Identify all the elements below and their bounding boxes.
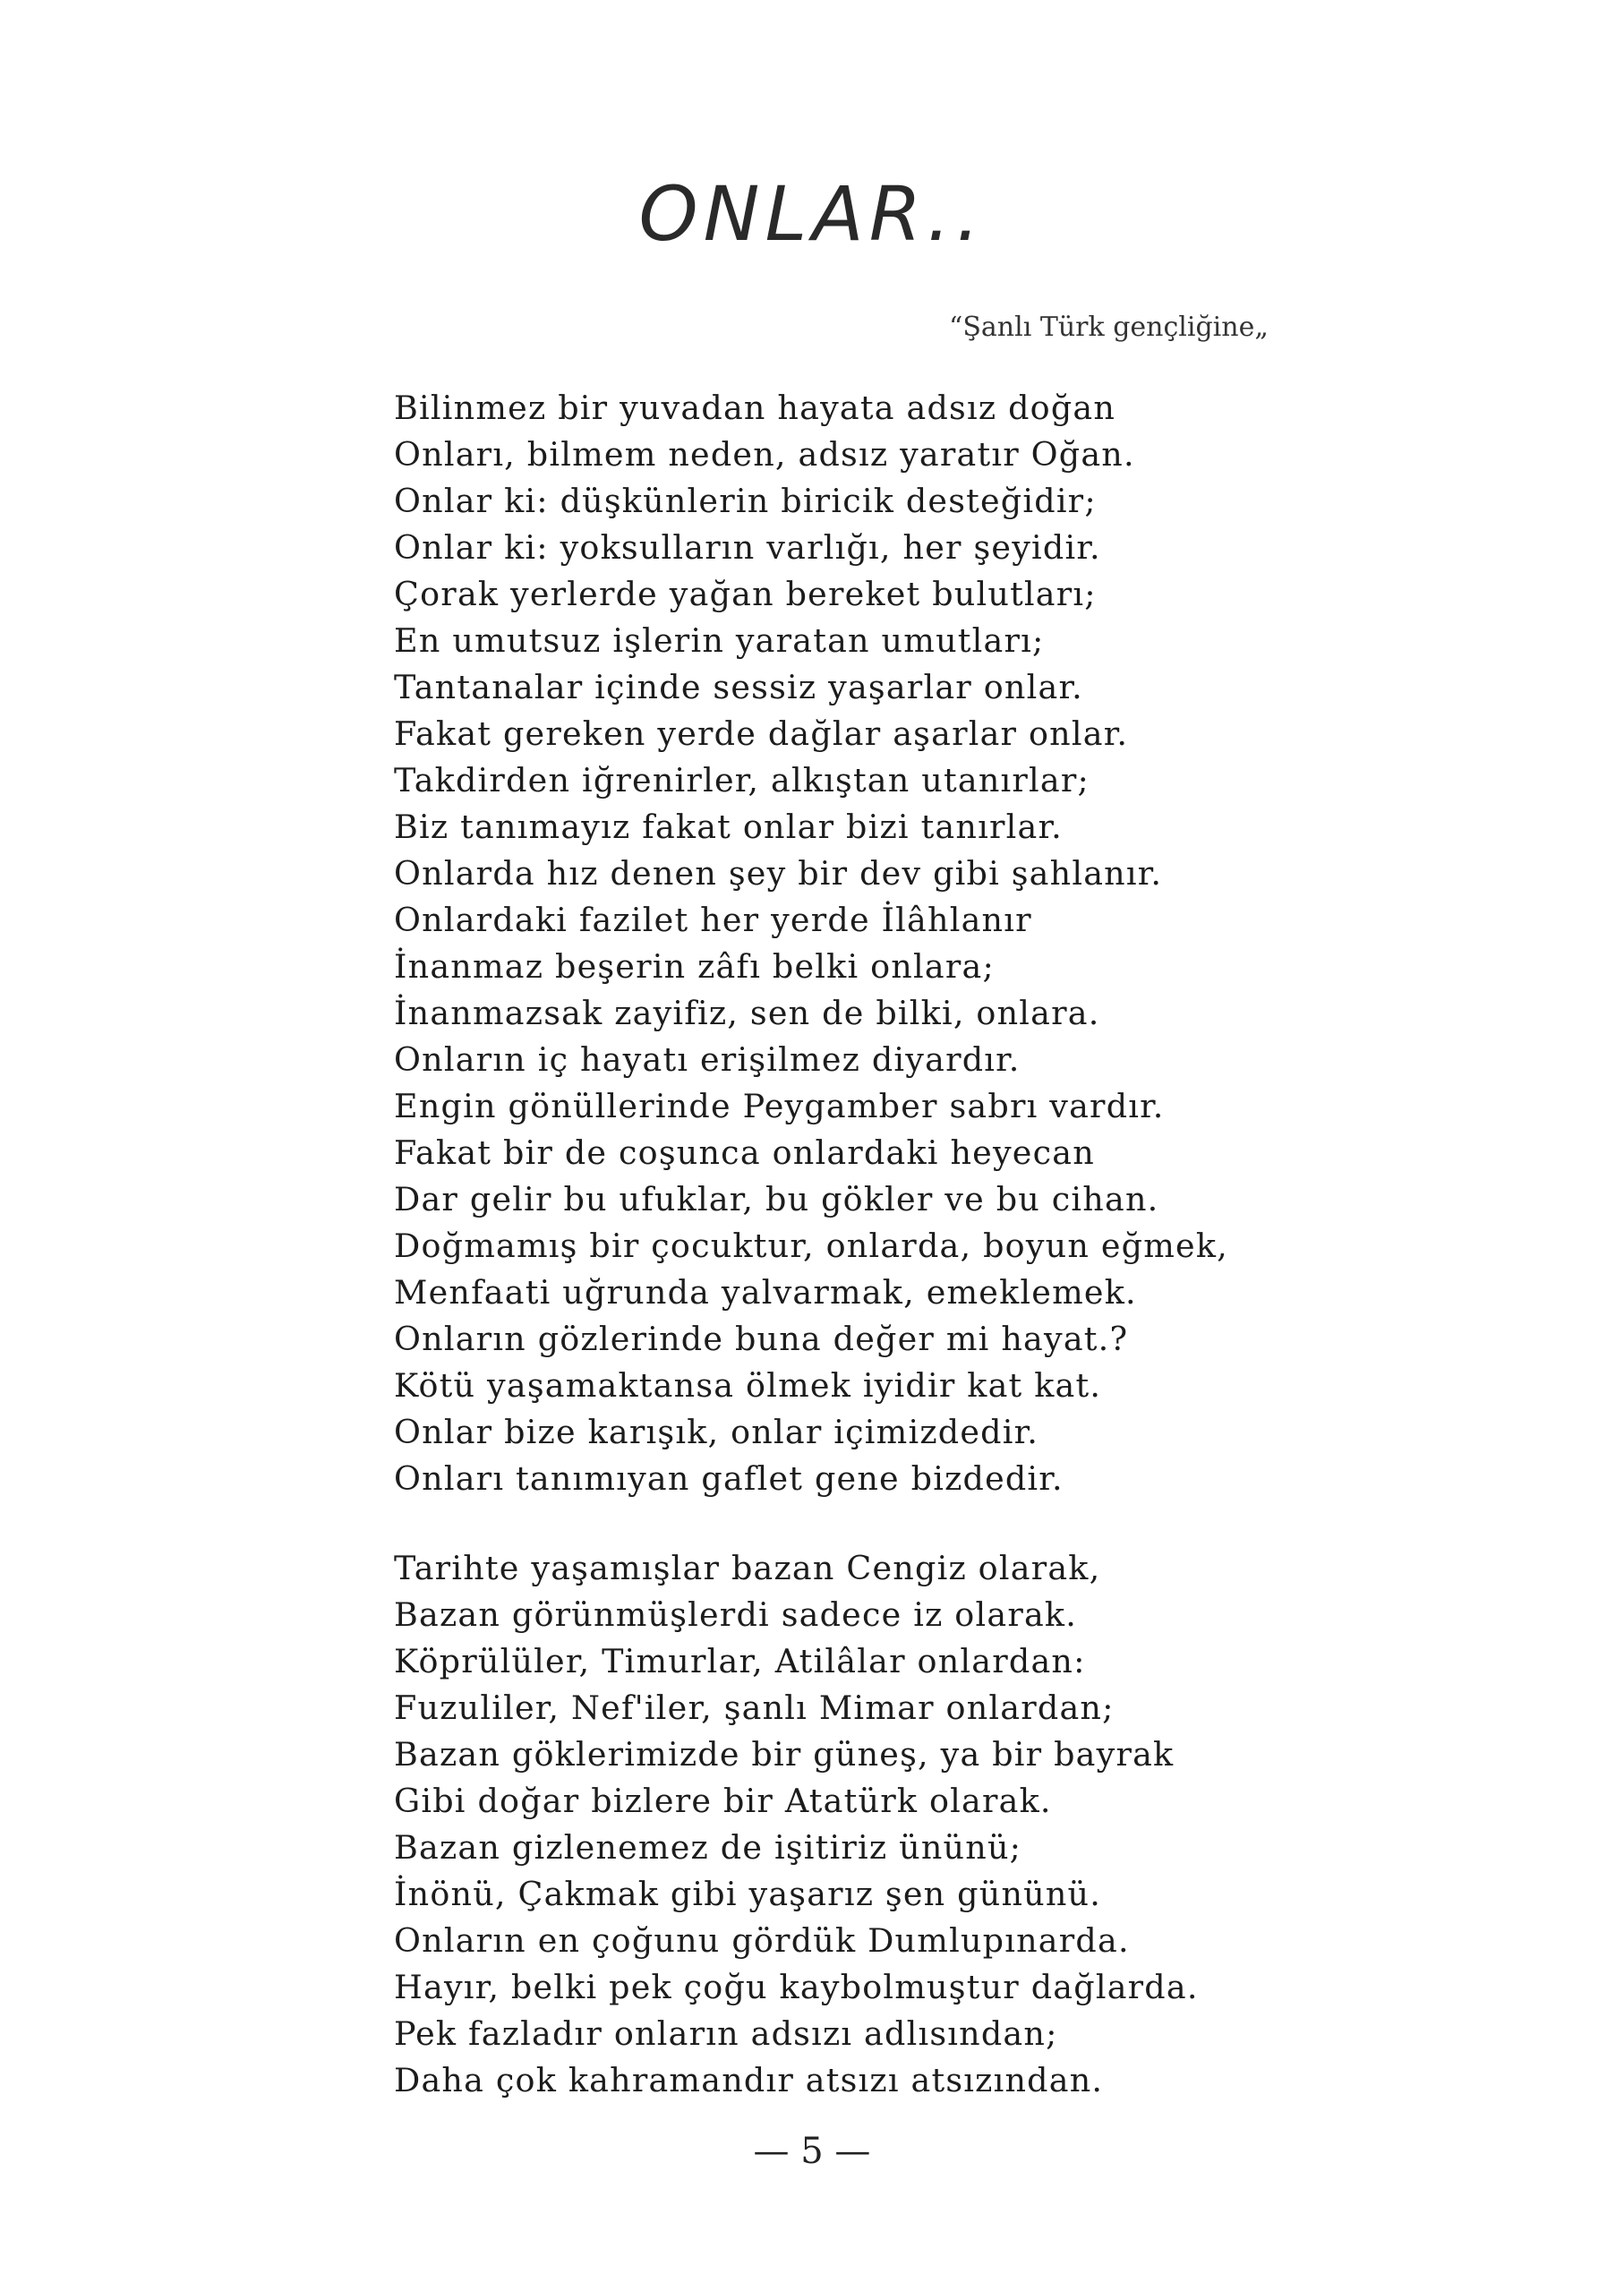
poem-line: İnanmazsak zayifiz, sen de bilki, onlara. [394, 994, 1100, 1032]
poem-line: Dar gelir bu ufuklar, bu gökler ve bu cihan. [394, 1180, 1159, 1218]
poem-line: Onların iç hayatı erişilmez diyardır. [394, 1040, 1021, 1079]
poem-line: Onları tanımıyan gaflet gene bizdedir. [394, 1459, 1064, 1498]
poem-line: İnönü, Çakmak gibi yaşarız şen gününü. [394, 1875, 1102, 1913]
poem-line: Onlardaki fazilet her yerde İlâhlanır [394, 901, 1032, 939]
poem-line: Biz tanımayız fakat onlar bizi tanırlar. [394, 808, 1063, 846]
poem-line: Tantanalar içinde sessiz yaşarlar onlar. [394, 668, 1083, 706]
poem-line: Onlarda hız denen şey bir dev gibi şahlanır. [394, 854, 1163, 893]
poem-line: Köprülüler, Timurlar, Atilâlar onlardan: [394, 1642, 1086, 1680]
poem-line: Onlar bize karışık, onlar içimizdedir. [394, 1413, 1039, 1451]
poem-line: Onların gözlerinde buna değer mi hayat.? [394, 1320, 1129, 1358]
poem-line: Onları, bilmem neden, adsız yaratır Oğan. [394, 435, 1135, 474]
poem-line: Bilinmez bir yuvadan hayata adsız doğan [394, 389, 1116, 427]
poem-title: ONLAR.. [638, 170, 986, 258]
page-number: — 5 — [753, 2131, 871, 2172]
poem-line: Tarihte yaşamışlar bazan Cengiz olarak, [394, 1549, 1101, 1587]
dedication: “Şanlı Türk gençliğine„ [949, 312, 1269, 343]
stanza-2 [394, 1545, 1199, 2104]
poem-line: Engin gönüllerinde Peygamber sabrı vardır. [394, 1087, 1165, 1125]
poem-line: Pek fazladır onların adsızı adlısından; [394, 2014, 1058, 2053]
poem-line: Hayır, belki pek çoğu kaybolmuştur dağlarda. [394, 1968, 1199, 2006]
poem-line: İnanmaz beşerin zâfı belki onlara; [394, 947, 995, 986]
poem-line: Fakat gereken yerde dağlar aşarlar onlar. [394, 714, 1129, 753]
poem-line: Kötü yaşamaktansa ölmek iyidir kat kat. [394, 1366, 1102, 1405]
poem-line: Bazan gizlenemez de işitiriz ününü; [394, 1828, 1022, 1867]
stanza-1 [394, 385, 1228, 1502]
poem-line: Bazan görünmüşlerdi sadece iz olarak. [394, 1595, 1078, 1634]
poem-line: Onlar ki: yoksulların varlığı, her şeyidir. [394, 528, 1101, 567]
poem-line: Doğmamış bir çocuktur, onlarda, boyun eğmek, [394, 1227, 1228, 1265]
poem-line: Onların en çoğunu gördük Dumlupınarda. [394, 1921, 1130, 1960]
poem-line: Fakat bir de coşunca onlardaki heyecan [394, 1133, 1095, 1172]
poem-line: Daha çok kahramandır atsızı atsızından. [394, 2061, 1104, 2099]
poem-line: Takdirden iğrenirler, alkıştan utanırlar; [394, 761, 1090, 799]
poem-line: Çorak yerlerde yağan bereket bulutları; [394, 575, 1097, 613]
poem-line: Bazan göklerimizde bir güneş, ya bir bayrak [394, 1735, 1175, 1774]
poem-line: Menfaati uğrunda yalvarmak, emeklemek. [394, 1273, 1137, 1312]
poem-line: Fuzuliler, Nef'iler, şanlı Mimar onlardan; [394, 1688, 1115, 1727]
poem-line: Gibi doğar bizlere bir Atatürk olarak. [394, 1782, 1052, 1820]
poem-line: En umutsuz işlerin yaratan umutları; [394, 621, 1045, 660]
poem-line: Onlar ki: düşkünlerin biricik desteğidir; [394, 482, 1097, 520]
